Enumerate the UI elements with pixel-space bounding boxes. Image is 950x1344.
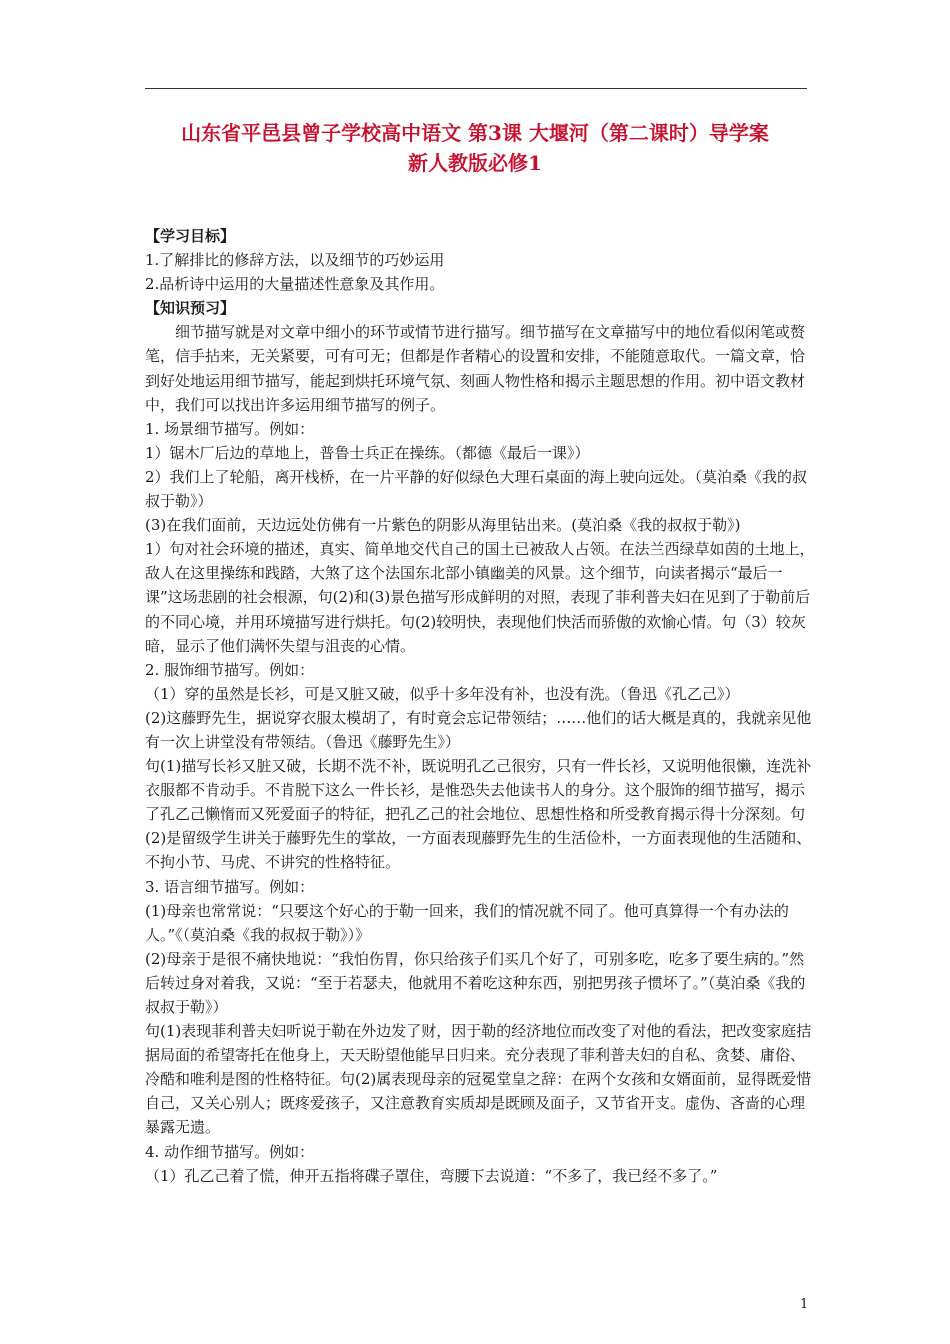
goal-item: 1.了解排比的修辞方法，以及细节的巧妙运用 bbox=[145, 251, 445, 270]
goals-heading: 【学习目标】 bbox=[145, 227, 236, 245]
section-heading: 3. 语言细节描写。例如： bbox=[145, 877, 315, 896]
example-line: 2）我们上了轮船，离开栈桥，在一片平静的好似绿色大理石桌面的海上驶向远处。（莫泊桑《我的叔叔于勒》） bbox=[145, 467, 808, 511]
example-line: （1）穿的虽然是长衫，可是又脏又破，似乎十多年没有补，也没有洗。（鲁迅《孔乙己》） bbox=[145, 684, 740, 703]
example-line: (3)在我们面前，天边远处仿佛有一片紫色的阴影从海里钻出来。(莫泊桑《我的叔叔于勒》) bbox=[145, 516, 741, 535]
document-body bbox=[145, 224, 815, 1188]
analysis-paragraph: 句(1)表现菲利普夫妇听说于勒在外边发了财，因于勒的经济地位而改变了对他的看法，把改变家庭拮据局面的希望寄托在他身上，天天盼望他能早日归来。充分表现了菲利普夫妇的自私、贪婪、庸俗、冷酷和唯利是图的性格特征。句(2)属表现母亲的冠冕堂皇之辞：在两个女孩和女婿面前，显得既爱惜自己，又关心别人；既疼爱孩子，又注意教育实质却是既顾及面子，又节省开支。虚伪、吝啬的心理暴露无遗。 bbox=[145, 1022, 812, 1137]
section-heading: 2. 服饰细节描写。例如： bbox=[145, 660, 315, 679]
example-line: (2)这藤野先生，据说穿衣服太模胡了，有时竟会忘记带领结；……他们的话大概是真的，我就亲见他有一次上讲堂没有带领结。（鲁迅《藤野先生》） bbox=[145, 708, 812, 751]
title-line-2: 新人教版必修1 bbox=[408, 151, 542, 175]
example-line: 1）锯木厂后边的草地上，普鲁士兵正在操练。（都德《最后一课》） bbox=[145, 443, 590, 462]
document-title bbox=[100, 118, 850, 178]
example-line: （1）孔乙己着了慌，伸开五指将碟子罩住，弯腰下去说道：“不多了，我已经不多了。” bbox=[145, 1166, 718, 1185]
goal-item: 2.品析诗中运用的大量描述性意象及其作用。 bbox=[145, 275, 445, 294]
section-heading: 4. 动作细节描写。例如： bbox=[145, 1142, 315, 1161]
title-line-1: 山东省平邑县曾子学校高中语文 第3课 大堰河（第二课时）导学案 bbox=[181, 121, 769, 145]
preview-intro: 细节描写就是对文章中细小的环节或情节进行描写。细节描写在文章描写中的地位看似闲笔或赘笔，信手拈来，无关紧要，可有可无；但都是作者精心的设置和安排，不能随意取代。一篇文章，恰到好处地运用细节描写，能起到烘托环境气氛、刻画人物性格和揭示主题思想的作用。初中语文教材中，我们可以找出许多运用细节描写的例子。 bbox=[145, 323, 806, 414]
example-line: (2)母亲于是很不痛快地说：“我怕伤胃，你只给孩子们买几个好了，可别多吃，吃多了要生病的。”然后转过身对着我，又说：“至于若瑟夫，他就用不着吃这种东西，别把男孩子惯坏了。”（莫泊桑《我的叔叔于勒》） bbox=[145, 949, 806, 1016]
example-line: (1)母亲也常常说：“只要这个好心的于勒一回来，我们的情况就不同了。他可真算得一个有办法的人。”《（莫泊桑《我的叔叔于勒》）》 bbox=[145, 901, 789, 944]
analysis-paragraph: 1）句对社会环境的描述，真实、简单地交代自己的国土已被敌人占领。在法兰西绿草如茵的土地上，敌人在这里操练和践踏，大煞了这个法国东北部小镇幽美的风景。这个细节，向读者揭示“最后一课”这场悲剧的社会根源，句(2)和(3)景色描写形成鲜明的对照，表现了菲利普夫妇在见到了于勒前后的不同心境，并用环境描写进行烘托。句(2)较明快，表现他们快活而骄傲的欢愉心情。句（3）较灰暗，显示了他们满怀失望与沮丧的心情。 bbox=[145, 540, 815, 655]
preview-heading: 【知识预习】 bbox=[145, 299, 236, 318]
analysis-paragraph: 句(1)描写长衫又脏又破，长期不洗不补，既说明孔乙己很穷，只有一件长衫，又说明他很懒，连洗补衣服都不肯动手。不肯脱下这么一件长衫，是惟恐失去他读书人的身分。这个服饰的细节描写，揭示了孔乙己懒惰而又死爱面子的特征，把孔乙己的社会地位、思想性格和所受教育揭示得十分深刻。句(2)是留级学生讲关于藤野先生的掌故，一方面表现藤野先生的生活俭朴，一方面表现他的生活随和、不拘小节、马虎、不讲究的性格特征。 bbox=[145, 757, 812, 872]
header-rule bbox=[145, 88, 807, 89]
section-heading: 1. 场景细节描写。例如： bbox=[145, 419, 315, 438]
page-number: 1 bbox=[800, 1297, 809, 1312]
